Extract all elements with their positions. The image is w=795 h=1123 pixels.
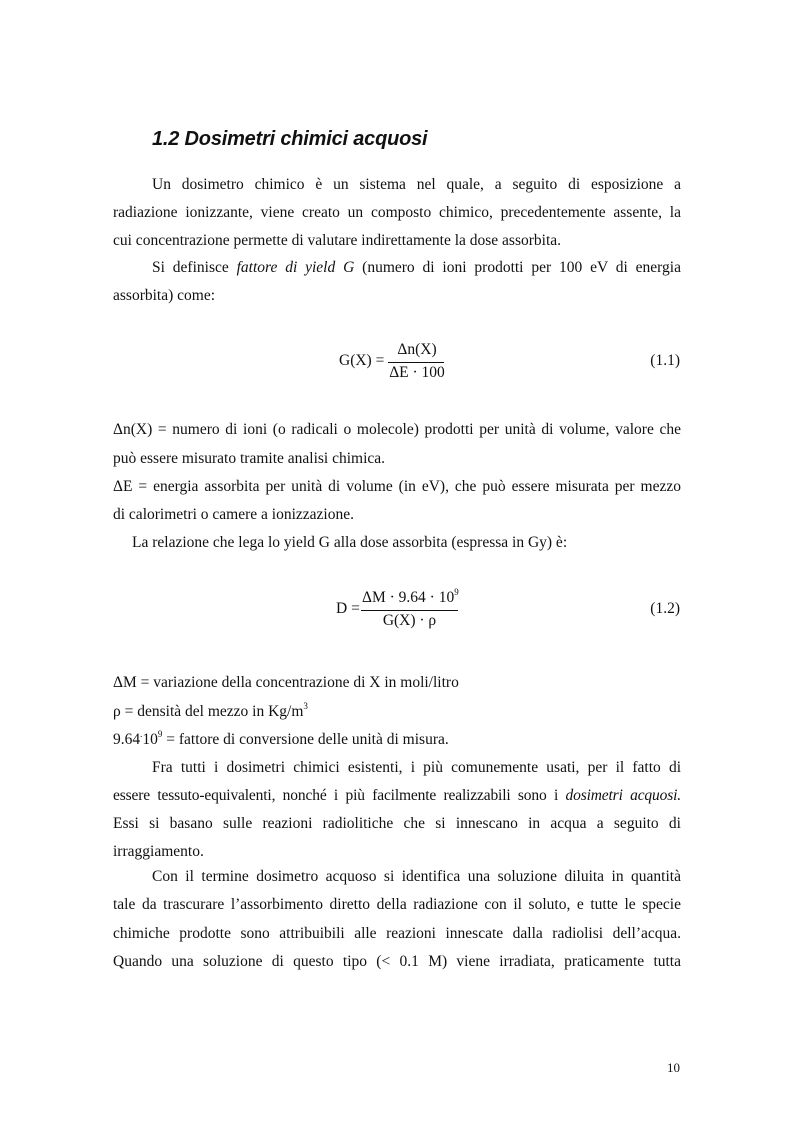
paragraph-line: chimiche prodotte sono attribuibili alle reazioni innescate dalla radiolisi dell’acqua. bbox=[113, 925, 681, 942]
exponent: 9 bbox=[157, 729, 163, 739]
paragraph-line bbox=[113, 786, 681, 806]
superscript-dot: . bbox=[140, 729, 143, 739]
page-number: 10 bbox=[667, 1060, 680, 1075]
text-segment: 9.64 bbox=[113, 731, 141, 748]
definition-line: Δn(X) = numero di ioni (o radicali o molecole) prodotti per unità di volume, valore che bbox=[113, 421, 681, 438]
text-segment: essere tessuto-equivalenti, nonché i più facilmente realizzabili sono i bbox=[113, 787, 566, 804]
definition-line: di calorimetri o camere a ionizzazione. bbox=[113, 506, 354, 523]
paragraph-line: Essi si basano sulle reazioni radiolitiche che si innescano in acqua a seguito di bbox=[113, 815, 681, 832]
definition-line: ΔM = variazione della concentrazione di X in moli/litro bbox=[113, 674, 459, 691]
equation-numerator bbox=[362, 589, 459, 607]
equation-numerator: Δn(X) bbox=[397, 341, 437, 358]
definition-line: può essere misurato tramite analisi chimica. bbox=[113, 450, 386, 467]
numerator-text: ΔM · 9.64 · 10 bbox=[362, 589, 455, 606]
definition-line bbox=[113, 702, 681, 722]
paragraph-line bbox=[152, 258, 681, 278]
text-segment: = fattore di conversione delle unità di misura. bbox=[162, 731, 449, 748]
italic-term: fattore di yield G bbox=[236, 259, 355, 276]
paragraph-line: radiazione ionizzante, viene creato un composto chimico, precedentemente assente, la bbox=[113, 204, 681, 221]
paragraph-line: cui concentrazione permette di valutare indirettamente la dose assorbita. bbox=[113, 232, 562, 249]
definition-line bbox=[113, 730, 681, 750]
paragraph-line: Un dosimetro chimico è un sistema nel quale, a seguito di esposizione a bbox=[152, 176, 681, 193]
paragraph-line: irraggiamento. bbox=[113, 843, 204, 860]
equation-number: (1.2) bbox=[650, 600, 680, 617]
equation-denominator: G(X) · ρ bbox=[382, 612, 437, 629]
text-segment: Si definisce bbox=[152, 259, 237, 276]
paragraph-line: Con il termine dosimetro acquoso si identifica una soluzione diluita in quantità bbox=[152, 868, 681, 885]
equation-lhs: G(X) = bbox=[339, 352, 385, 369]
paragraph-line: La relazione che lega lo yield G alla dose assorbita (espressa in Gy) è: bbox=[132, 534, 568, 551]
paragraph-line: Quando una soluzione di questo tipo (< 0.1 M) viene irradiata, praticamente tutta bbox=[113, 953, 681, 970]
equation-lhs: D = bbox=[336, 600, 360, 617]
paragraph-line: Fra tutti i dosimetri chimici esistenti, i più comunemente usati, per il fatto di bbox=[152, 759, 681, 776]
equation-number: (1.1) bbox=[650, 352, 680, 369]
text-segment: (numero di ioni prodotti per 100 eV di energia bbox=[354, 259, 681, 276]
exponent: 3 bbox=[303, 701, 308, 711]
section-title: 1.2 Dosimetri chimici acquosi bbox=[152, 128, 428, 150]
exponent: 9 bbox=[454, 587, 459, 597]
fraction-bar bbox=[361, 610, 458, 611]
paragraph-line: assorbita) come: bbox=[113, 287, 216, 304]
text-segment: ρ = densità del mezzo in Kg/m bbox=[113, 703, 304, 720]
definition-line: ΔE = energia assorbita per unità di volume (in eV), che può essere misurata per mezzo bbox=[113, 478, 681, 495]
text-segment: 10 bbox=[142, 731, 158, 748]
equation-denominator: ΔE · 100 bbox=[389, 364, 445, 381]
paragraph-line: tale da trascurare l’assorbimento diretto della radiazione con il soluto, e tutte le specie bbox=[113, 896, 681, 913]
fraction-bar bbox=[388, 362, 444, 363]
italic-term: dosimetri acquosi. bbox=[565, 787, 681, 804]
